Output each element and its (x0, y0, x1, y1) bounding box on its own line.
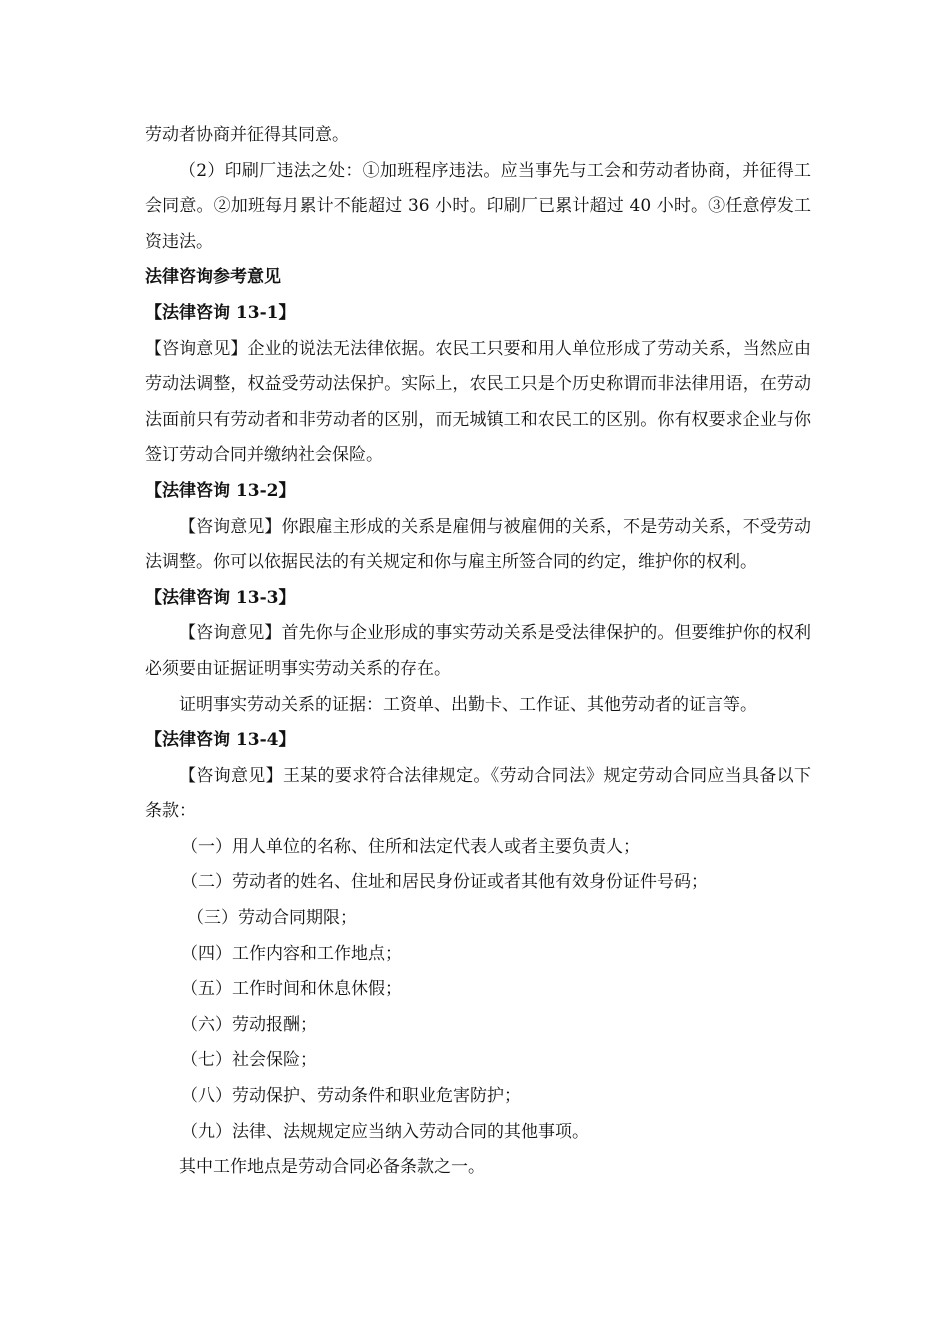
list-item: （五）工作时间和休息休假； (181, 979, 402, 1000)
consult-13-4-text: 【咨询意见】王某的要求符合法律规定。《劳动合同法》规定劳动合同应当具备以下条款： (145, 765, 811, 822)
consult-13-2-title: 【法律咨询 13-2】 (145, 480, 296, 501)
list-item: （八）劳动保护、劳动条件和职业危害防护； (181, 1086, 521, 1107)
consult-13-2-text: 【咨询意见】你跟雇主形成的关系是雇佣与被雇佣的关系，不是劳动关系，不受劳动法调整。你可以依据民法的有关规定和你与雇主所签合同的约定，维护你的权利。 (145, 516, 811, 573)
list-item: （一）用人单位的名称、住所和法定代表人或者主要负责人； (181, 836, 640, 857)
contract-clause-list (145, 830, 811, 1150)
paragraph-printing-factory: （2）印刷厂违法之处：①加班程序违法。应当事先与工会和劳动者协商，并征得工会同意。②加班每月累计不能超过 36 小时。印刷厂已累计超过 40 小时。③任意停发工资违法。 (145, 160, 811, 252)
consult-13-1-title: 【法律咨询 13-1】 (145, 302, 296, 323)
consult-13-4-title: 【法律咨询 13-4】 (145, 730, 296, 751)
list-item: （六）劳动报酬； (181, 1014, 317, 1035)
document-page (145, 118, 811, 1186)
consult-13-1-text: 【咨询意见】企业的说法无法律依据。农民工只要和用人单位形成了劳动关系，当然应由劳动法调整，权益受劳动法保护。实际上，农民工只是个历史称谓而非法律用语，在劳动法面前只有劳动者和非劳动者的区别，而无城镇工和农民工的区别。你有权要求企业与你签订劳动合同并缴纳社会保险。 (145, 338, 811, 466)
consult-13-4-closing: 其中工作地点是劳动合同必备条款之一。 (179, 1157, 485, 1178)
consult-13-3-text: 【咨询意见】首先你与企业形成的事实劳动关系是受法律保护的。但要维护你的权利必须要由证据证明事实劳动关系的存在。 (145, 623, 811, 679)
section-heading: 法律咨询参考意见 (145, 267, 281, 288)
consult-13-3-evidence: 证明事实劳动关系的证据：工资单、出勤卡、工作证、其他劳动者的证言等。 (179, 694, 757, 715)
consult-13-3-title: 【法律咨询 13-3】 (145, 587, 296, 608)
list-item: （四）工作内容和工作地点； (181, 943, 402, 964)
list-item: （七）社会保险； (181, 1050, 317, 1071)
list-item: （二）劳动者的姓名、住址和居民身份证或者其他有效身份证件号码； (181, 872, 708, 893)
paragraph-continuation: 劳动者协商并征得其同意。 (145, 125, 349, 145)
list-item: （九）法律、法规规定应当纳入劳动合同的其他事项。 (181, 1121, 589, 1142)
list-item: （三）劳动合同期限； (187, 908, 357, 929)
